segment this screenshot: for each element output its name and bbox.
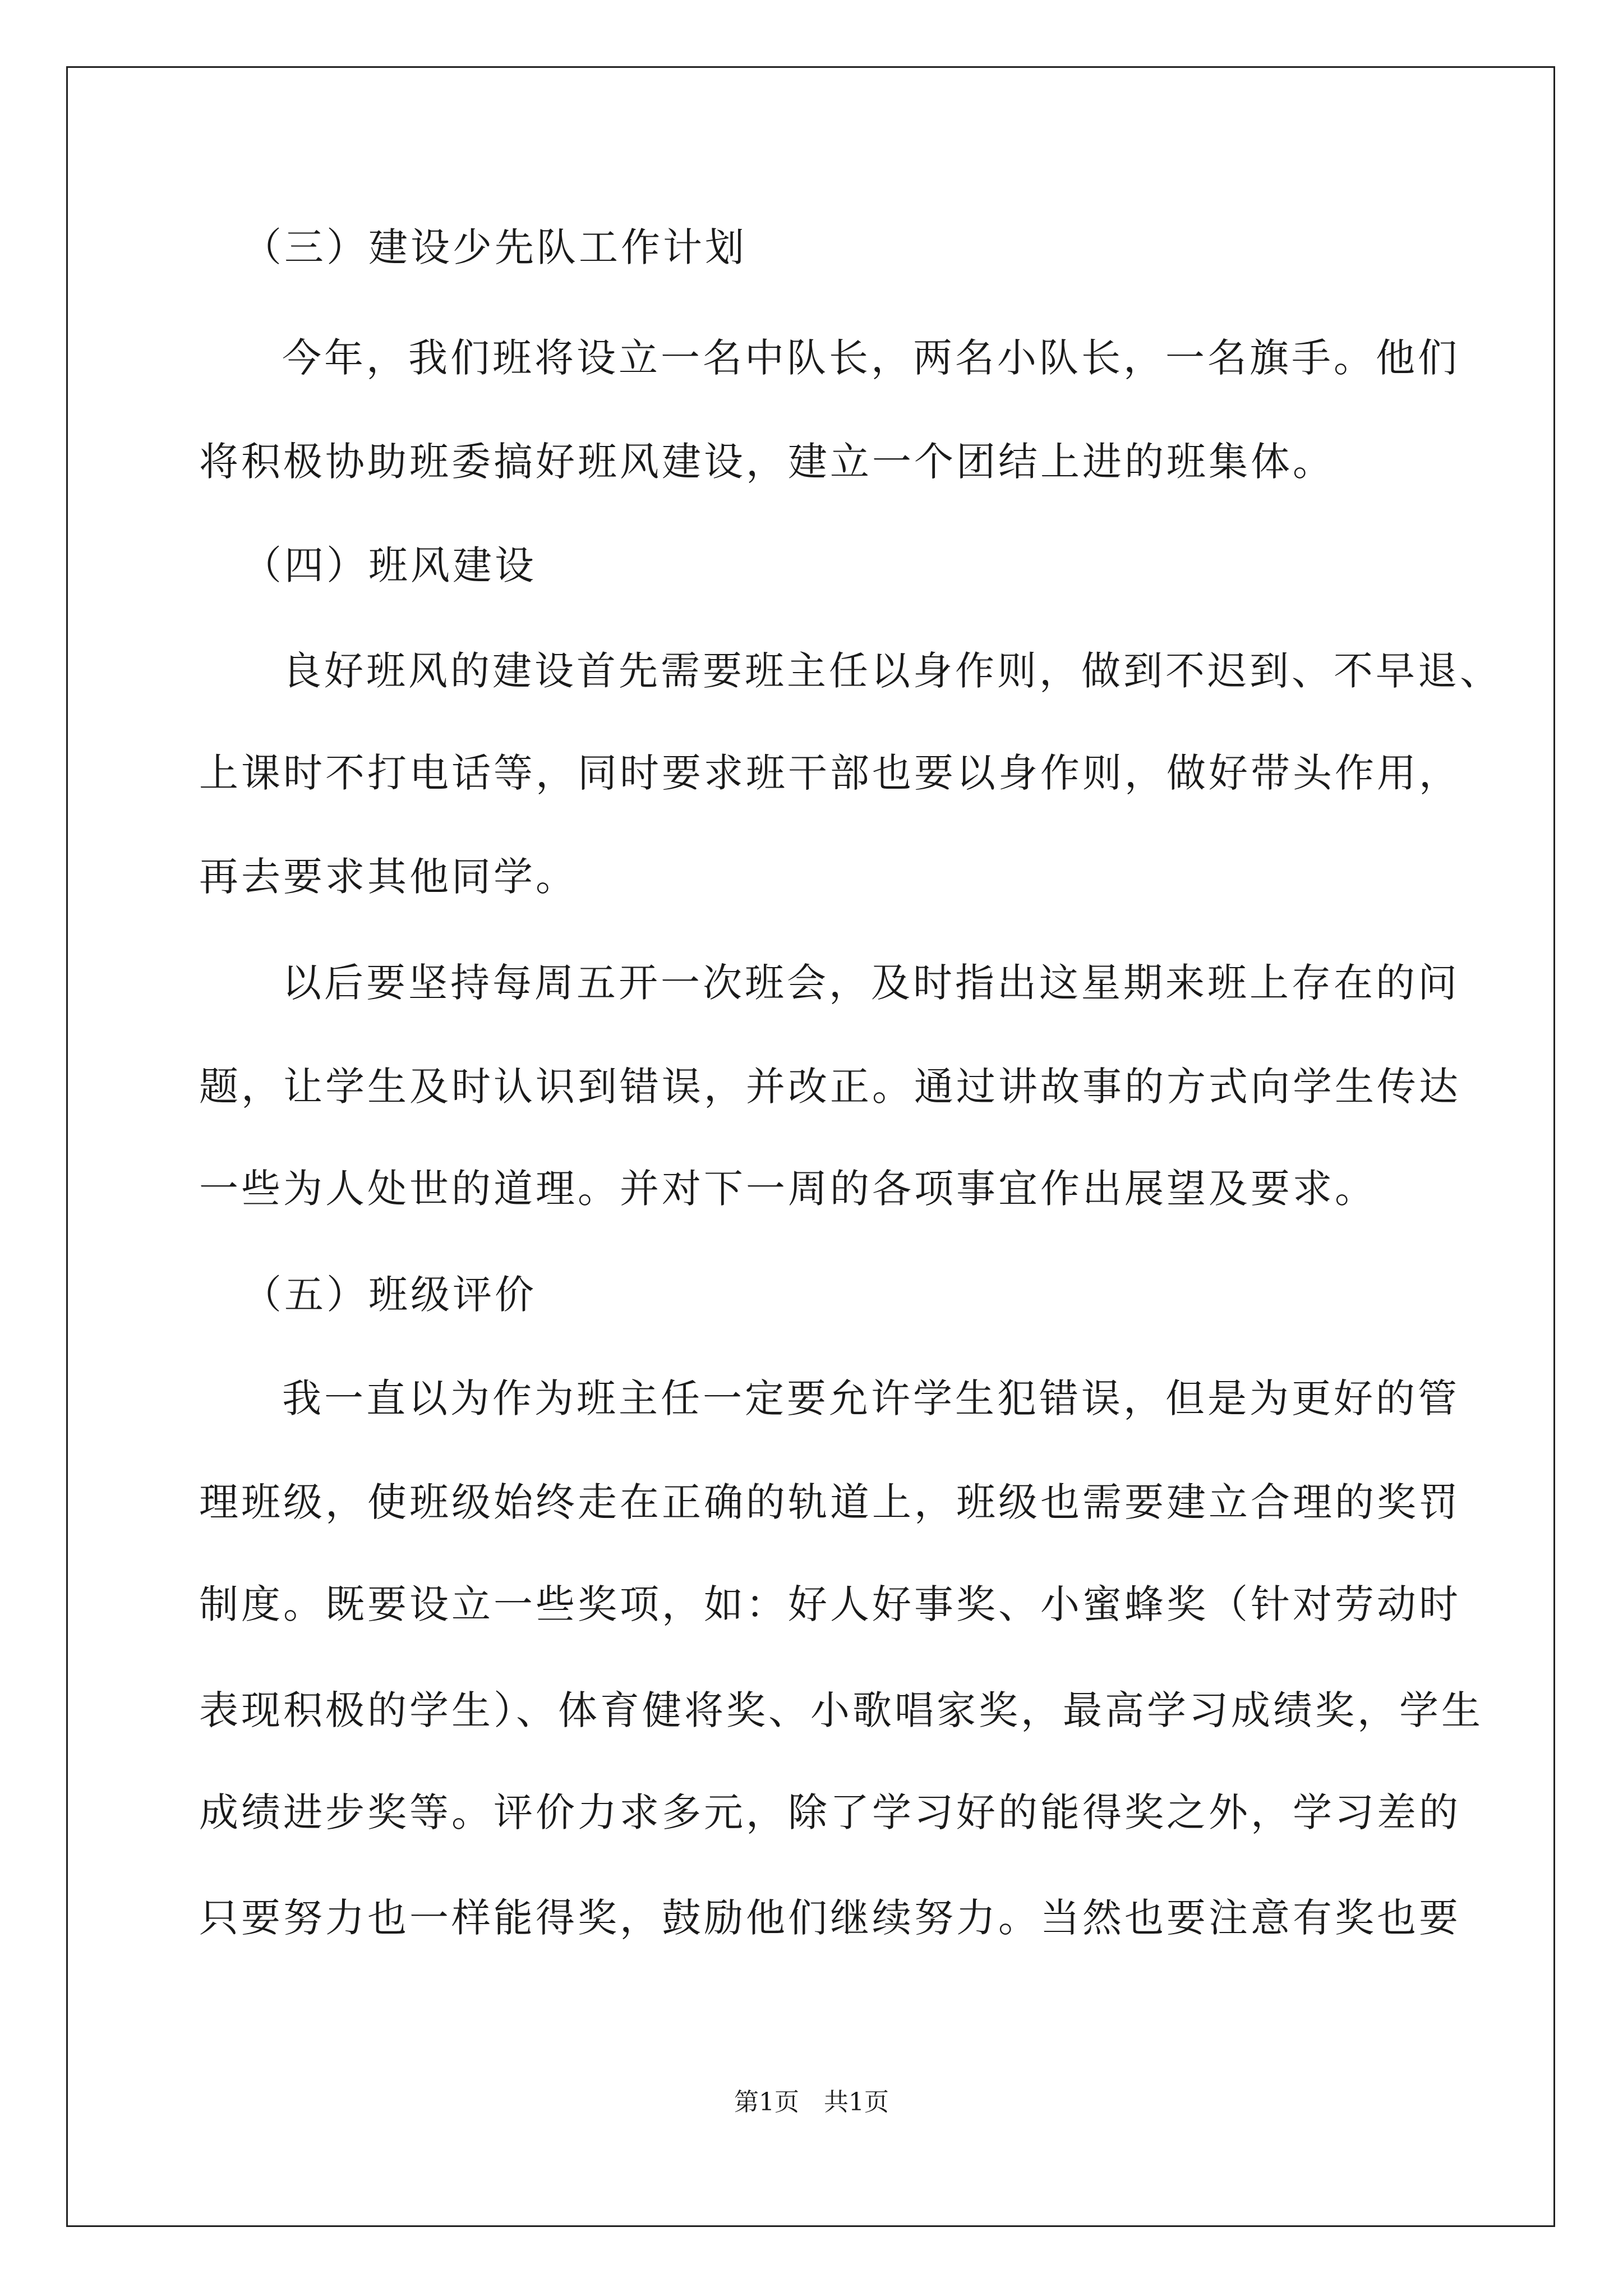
paragraph-line: 上课时不打电话等，同时要求班干部也要以身作则，做好带头作用， [199,750,1461,796]
paragraph-line: 只要努力也一样能得奖，鼓励他们继续努力。当然也要注意有奖也要 [199,1895,1461,1941]
paragraph-line: 一些为人处世的道理。并对下一周的各项事宜作出展望及要求。 [199,1166,1377,1212]
paragraph-line: 成绩进步奖等。评价力求多元，除了学习好的能得奖之外，学习差的 [199,1789,1461,1835]
paragraph-line: 表现积极的学生）、体育健将奖、小歌唱家奖，最高学习成绩奖，学生 [199,1687,1483,1733]
paragraph-line: 理班级，使班级始终走在正确的轨道上，班级也需要建立合理的奖罚 [199,1479,1461,1525]
page-footer: 第1页 共1页 [734,2088,889,2116]
paragraph-line: 制度。既要设立一些奖项，如：好人好事奖、小蜜蜂奖（针对劳动时 [199,1581,1461,1627]
heading-section-3: （三）建设少先队工作计划 [242,224,747,270]
paragraph-line: 题，让学生及时认识到错误，并改正。通过讲故事的方式向学生传达 [199,1064,1461,1110]
heading-section-5: （五）班级评价 [242,1272,537,1318]
paragraph-line: 我一直以为作为班主任一定要允许学生犯错误，但是为更好的管 [282,1375,1460,1421]
paragraph-line: 良好班风的建设首先需要班主任以身作则，做到不迟到、不早退、 [282,648,1502,694]
paragraph-line: 以后要坚持每周五开一次班会，及时指出这星期来班上存在的问 [282,960,1460,1006]
paragraph-line: 将积极协助班委搞好班风建设，建立一个团结上进的班集体。 [199,439,1335,485]
paragraph-line: 再去要求其他同学。 [199,854,578,900]
heading-section-4: （四）班风建设 [242,542,537,588]
paragraph-line: 今年，我们班将设立一名中队长，两名小队长，一名旗手。他们 [282,335,1460,381]
